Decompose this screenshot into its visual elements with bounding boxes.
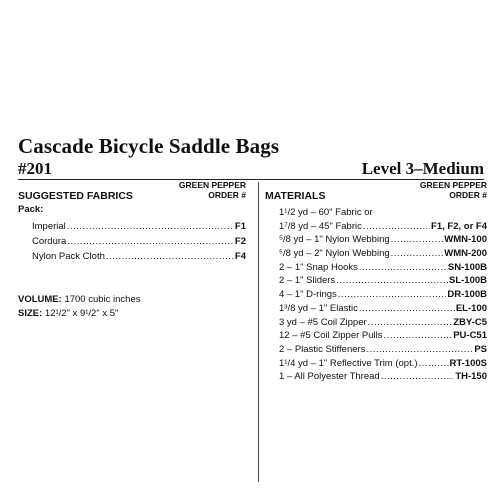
order-code: RT-100S xyxy=(449,357,487,369)
list-item xyxy=(279,248,487,262)
specifications xyxy=(18,294,246,322)
list-item xyxy=(279,317,487,331)
dot-leader xyxy=(67,221,234,232)
item-description: 1⁷/8 yd – 45" Fabric xyxy=(279,220,362,232)
item-description: 1¹/4 yd – 1" Reflective Trim (opt.) xyxy=(279,357,418,369)
item-description: 3 yd – #5 Coil Zipper xyxy=(279,316,367,328)
dot-leader xyxy=(338,289,447,300)
order-code: F4 xyxy=(234,251,246,262)
list-item xyxy=(279,303,487,317)
pattern-number: #201 xyxy=(18,159,52,178)
fabric-list xyxy=(18,221,246,266)
difficulty-level: Level 3–Medium xyxy=(361,159,484,178)
list-item xyxy=(279,262,487,276)
dot-leader xyxy=(363,221,430,232)
size-label: SIZE: xyxy=(18,308,43,319)
material-item: 1¹/2 yd – 60" Fabric or xyxy=(279,207,373,218)
list-item xyxy=(279,289,487,303)
list-item xyxy=(279,371,487,385)
list-item xyxy=(279,358,487,372)
pattern-title: Cascade Bicycle Saddle Bags xyxy=(18,134,280,158)
volume-label: VOLUME: xyxy=(18,294,62,305)
order-code: SN-100B xyxy=(447,261,487,273)
materials-column xyxy=(265,181,487,385)
dot-leader xyxy=(391,248,444,259)
order-code: PS xyxy=(474,343,487,355)
order-code: ZBY-C5 xyxy=(453,316,487,328)
order-code: EL-100 xyxy=(455,302,487,314)
dot-leader xyxy=(106,251,234,262)
dot-leader xyxy=(336,275,448,286)
order-number-heading: GREEN PEPPER ORDER # xyxy=(178,180,246,200)
pack-label: Pack: xyxy=(18,204,44,215)
dot-leader xyxy=(359,262,447,273)
list-item xyxy=(18,221,246,236)
volume-value: 1700 cubic inches xyxy=(61,294,141,305)
order-code: TH-150 xyxy=(455,371,487,383)
fabrics-header xyxy=(18,181,246,203)
order-code: F1 xyxy=(234,221,246,232)
dot-leader xyxy=(67,236,234,247)
item-description: 2 – 1" Sliders xyxy=(279,275,336,287)
dot-leader xyxy=(359,303,455,314)
size-value: 12¹/2" x 9¹/2" x 5" xyxy=(42,308,119,319)
materials-list xyxy=(265,207,487,385)
header-divider xyxy=(18,179,484,180)
list-item xyxy=(279,330,487,344)
fabrics-column xyxy=(18,181,246,322)
item-description: 1 – All Polyester Thread xyxy=(279,371,380,383)
order-number-heading: GREEN PEPPER ORDER # xyxy=(419,180,487,200)
dot-leader xyxy=(366,344,473,355)
item-description: ⁵/8 yd – 2" Nylon Webbing xyxy=(279,248,390,260)
order-code: WMN-200 xyxy=(444,248,487,260)
list-item xyxy=(279,344,487,358)
list-item xyxy=(18,251,246,266)
size-row xyxy=(18,308,246,322)
volume-row xyxy=(18,294,246,308)
dot-leader xyxy=(419,358,449,369)
list-item xyxy=(279,221,487,235)
list-item xyxy=(279,234,487,248)
item-description: Imperial xyxy=(32,221,66,232)
list-item xyxy=(18,236,246,251)
item-description: Cordura xyxy=(32,236,67,247)
item-description: 2 – 1" Snap Hooks xyxy=(279,261,358,273)
column-divider xyxy=(258,182,259,482)
item-description: Nylon Pack Cloth xyxy=(32,251,105,262)
order-code: SL-100B xyxy=(448,275,487,287)
materials-header xyxy=(265,181,487,203)
order-code: F1, F2, or F4 xyxy=(431,220,487,232)
order-code: DR-100B xyxy=(447,289,487,301)
item-description: ⁵/8 yd – 1" Nylon Webbing xyxy=(279,234,390,246)
dot-leader xyxy=(391,234,444,245)
item-description: 4 – 1" D-rings xyxy=(279,289,337,301)
order-code: F2 xyxy=(234,236,246,247)
item-description: 1³/8 yd – 1" Elastic xyxy=(279,302,358,314)
materials-heading: MATERIALS xyxy=(265,190,326,202)
order-code: WMN-100 xyxy=(444,234,487,246)
item-description: 2 – Plastic Stiffeners xyxy=(279,343,366,355)
list-item xyxy=(279,275,487,289)
dot-leader xyxy=(384,330,453,341)
dot-leader xyxy=(381,371,455,382)
fabrics-heading: SUGGESTED FABRICS xyxy=(18,190,133,202)
order-code: PU-C51 xyxy=(453,330,487,342)
dot-leader xyxy=(368,317,453,328)
item-description: 12 – #5 Coil Zipper Pulls xyxy=(279,330,383,342)
